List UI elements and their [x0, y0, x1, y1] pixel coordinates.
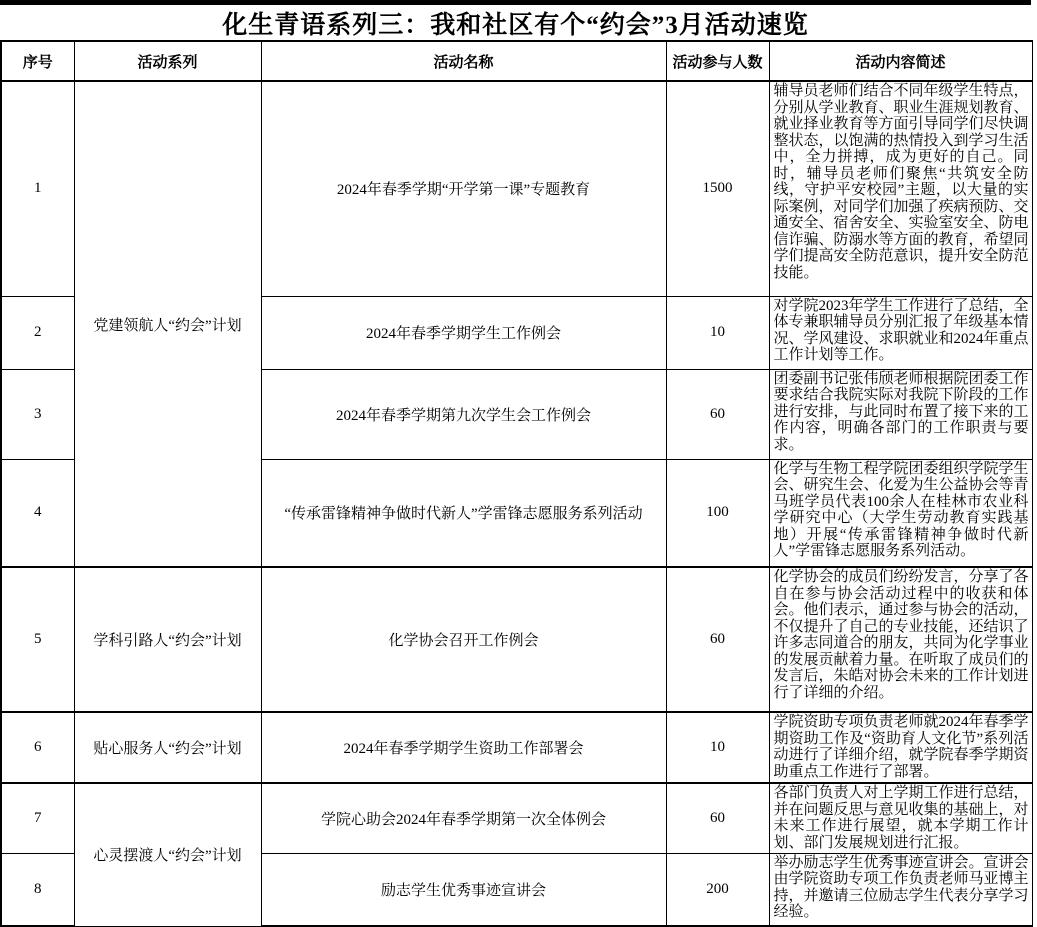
cell-series: 党建领航人“约会”计划: [74, 81, 261, 567]
cell-participants: 60: [666, 567, 769, 712]
cell-no: 3: [1, 369, 74, 459]
cell-activity-name: 2024年春季学期“开学第一课”专题教育: [261, 81, 666, 296]
table-header-row: [1, 41, 1032, 81]
cell-participants: 10: [666, 712, 769, 783]
table-row: [1, 783, 1032, 853]
cell-description: 各部门负责人对上学期工作进行总结，并在问题反思与意见收集的基础上，对未来工作进行展望，就本学期工作计划、部门发展规划进行汇报。: [769, 783, 1032, 853]
cell-participants: 60: [666, 369, 769, 459]
page-title: 化生青语系列三：我和社区有个“约会”3月活动速览: [222, 11, 809, 39]
activity-table-body: [1, 81, 1032, 926]
cell-description: 对学院2023年学生工作进行了总结，全体专兼职辅导员分别汇报了年级基本情况、学风建设、求职就业和2024年重点工作计划等工作。: [769, 296, 1032, 369]
cell-no: 6: [1, 712, 74, 783]
cell-activity-name: 2024年春季学期学生工作例会: [261, 296, 666, 369]
cell-series: 贴心服务人“约会”计划: [74, 712, 261, 783]
activity-table: [0, 40, 1033, 927]
cell-activity-name: 励志学生优秀事迹宣讲会: [261, 853, 666, 926]
header-series: 活动系列: [74, 41, 261, 81]
cell-series: 学科引路人“约会”计划: [74, 567, 261, 712]
cell-activity-name: 学院心助会2024年春季学期第一次全体例会: [261, 783, 666, 853]
cell-description: 学院资助专项负责老师就2024年春季学期资助工作及“资助育人文化节”系列活动进行了详细介绍，就学院春季学期资助重点工作进行了部署。: [769, 712, 1032, 783]
cell-description: 举办励志学生优秀事迹宣讲会。宣讲会由学院资助专项工作负责老师马亚博主持，并邀请三位励志学生代表分享学习经验。: [769, 853, 1032, 926]
cell-participants: 60: [666, 783, 769, 853]
cell-no: 1: [1, 81, 74, 296]
cell-no: 8: [1, 853, 74, 926]
cell-participants: 200: [666, 853, 769, 926]
table-row: [1, 81, 1032, 296]
cell-activity-name: 化学协会召开工作例会: [261, 567, 666, 712]
header-no: 序号: [1, 41, 74, 81]
cell-description: 辅导员老师们结合不同年级学生特点，分别从学业教育、职业生涯规划教育、就业择业教育等方面引导同学们尽快调整状态，以饱满的热情投入到学习生活中，全力拼搏，成为更好的自己。同时，辅导员老师们聚焦“共筑安全防线，守护平安校园”主题，以大量的实际案例，对同学们加强了疾病预防、交通安全、宿舍安全、实验室安全、防电信诈骗、防溺水等方面的教育，希望同学们提高安全防范意识，提升安全防范技能。: [769, 81, 1032, 296]
cell-description: 化学与生物工程学院团委组织学院学生会、研究生会、化爱为生公益协会等青马班学员代表100余人在桂林市农业科学研究中心（大学生劳动教育实践基地）开展“传承雷锋精神争做时代新人”学雷锋志愿服务系列活动。: [769, 459, 1032, 567]
table-row: [1, 567, 1032, 712]
cell-participants: 100: [666, 459, 769, 567]
cell-participants: 10: [666, 296, 769, 369]
header-activity-name: 活动名称: [261, 41, 666, 81]
cell-activity-name: 2024年春季学期学生资助工作部署会: [261, 712, 666, 783]
cell-participants: 1500: [666, 81, 769, 296]
cell-description: 化学协会的成员们纷纷发言，分享了各自在参与协会活动过程中的收获和体会。他们表示，通过参与协会的活动，不仅提升了自己的专业技能，还结识了许多志同道合的朋友，共同为化学事业的发展贡献着力量。在听取了成员们的发言后，朱皓对协会未来的工作计划进行了详细的介绍。: [769, 567, 1032, 712]
cell-no: 7: [1, 783, 74, 853]
cell-no: 2: [1, 296, 74, 369]
cell-no: 5: [1, 567, 74, 712]
cell-description: 团委副书记张伟颀老师根据院团委工作要求结合我院实际对我院下阶段的工作进行安排，与此同时布置了接下来的工作内容，明确各部门的工作职责与要求。: [769, 369, 1032, 459]
table-row: [1, 712, 1032, 783]
cell-no: 4: [1, 459, 74, 567]
header-description: 活动内容简述: [769, 41, 1032, 81]
header-participants: 活动参与人数: [666, 41, 769, 81]
cell-activity-name: 2024年春季学期第九次学生会工作例会: [261, 369, 666, 459]
cell-activity-name: “传承雷锋精神争做时代新人”学雷锋志愿服务系列活动: [261, 459, 666, 567]
cell-series: 心灵摆渡人“约会”计划: [74, 783, 261, 926]
